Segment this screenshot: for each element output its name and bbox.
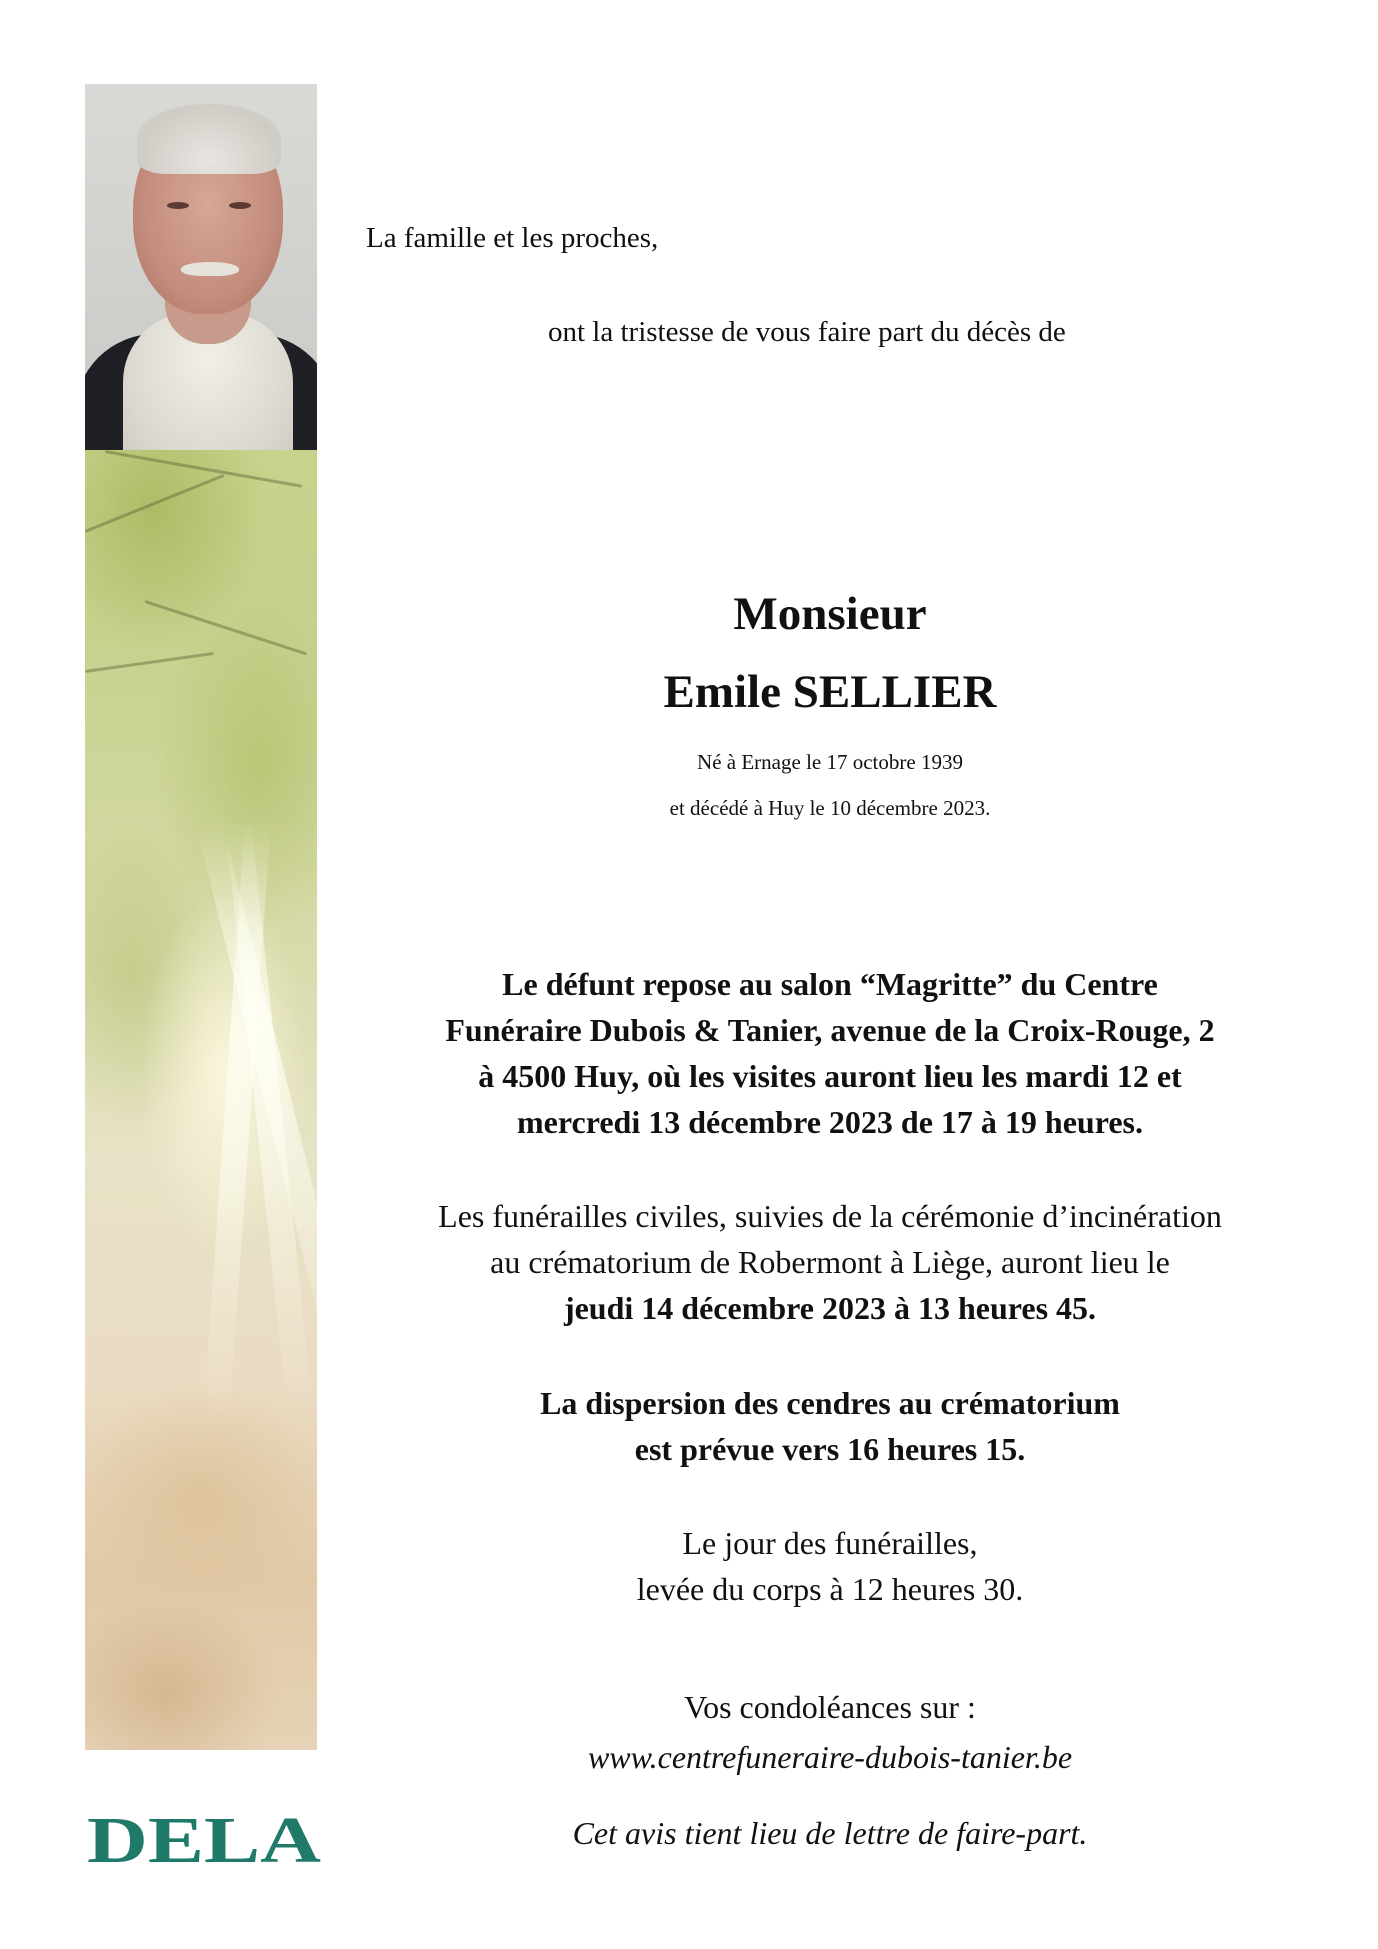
dela-logo xyxy=(85,1800,325,1866)
resting-line: mercredi 13 décembre 2023 de 17 à 19 heures. xyxy=(517,1104,1143,1140)
life-dates xyxy=(330,739,1330,831)
death-line: et décédé à Huy le 10 décembre 2023. xyxy=(669,796,991,820)
deceased-name: Emile SELLIER xyxy=(663,666,997,718)
resting-paragraph xyxy=(330,961,1330,1145)
funeral-line: au crématorium de Robermont à Liège, auront lieu le xyxy=(490,1244,1170,1280)
resting-line: Le défunt repose au salon “Magritte” du Centre xyxy=(502,966,1158,1002)
condolences-url[interactable]: www.centrefuneraire-dubois-tanier.be xyxy=(587,1739,1073,1775)
dispersion-line: est prévue vers 16 heures 15. xyxy=(634,1431,1026,1467)
deceased-title: Monsieur xyxy=(733,588,927,640)
funeral-day-line: levée du corps à 12 heures 30. xyxy=(636,1571,1024,1607)
intro-family: La famille et les proches, xyxy=(366,222,659,254)
notice-note: Cet avis tient lieu de lettre de faire-part. xyxy=(572,1815,1088,1851)
funeral-paragraph xyxy=(330,1193,1330,1331)
birth-line: Né à Ernage le 17 octobre 1939 xyxy=(697,750,963,774)
funeral-line: Les funérailles civiles, suivies de la cérémonie d’incinération xyxy=(438,1198,1222,1234)
funeral-date-line: jeudi 14 décembre 2023 à 13 heures 45. xyxy=(563,1290,1097,1326)
dispersion-line: La dispersion des cendres au crématorium xyxy=(540,1385,1120,1421)
portrait-photo xyxy=(85,84,317,450)
dela-logo-text: DELA xyxy=(87,1804,322,1866)
intro-announcement: ont la tristesse de vous faire part du décès de xyxy=(548,316,1066,348)
funeral-day-paragraph xyxy=(330,1520,1330,1612)
condolences-label: Vos condoléances sur : xyxy=(684,1689,976,1725)
resting-line: à 4500 Huy, où les visites auront lieu les mardi 12 et xyxy=(478,1058,1182,1094)
dispersion-paragraph xyxy=(330,1380,1330,1472)
forest-background-image xyxy=(85,340,317,1750)
resting-line: Funéraire Dubois & Tanier, avenue de la Croix-Rouge, 2 xyxy=(445,1012,1215,1048)
funeral-day-line: Le jour des funérailles, xyxy=(682,1525,978,1561)
